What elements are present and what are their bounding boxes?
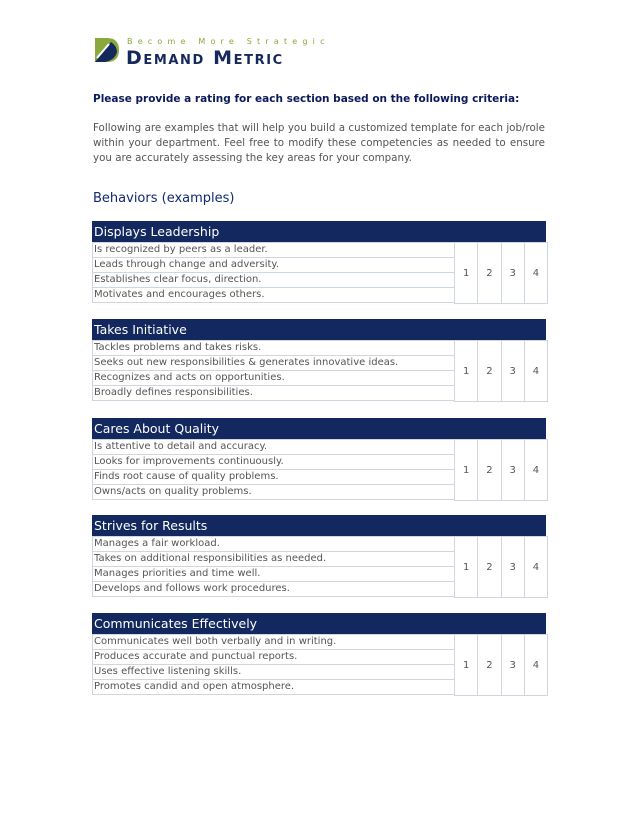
- rating-option[interactable]: 4: [524, 537, 547, 597]
- rating-option[interactable]: 1: [462, 464, 470, 476]
- criteria-item: Finds root cause of quality problems.: [92, 470, 454, 485]
- logo-tagline: Become More Strategic: [127, 37, 330, 46]
- criteria-item: Manages priorities and time well.: [92, 567, 454, 582]
- competency-body: [92, 340, 546, 401]
- competency-body: [92, 439, 546, 500]
- rating-option[interactable]: 3: [501, 243, 524, 303]
- competency-title: Communicates Effectively: [92, 613, 546, 634]
- competency-title: Takes Initiative: [92, 319, 546, 340]
- criteria-item: Motivates and encourages others.: [92, 288, 454, 303]
- competency-title: Cares About Quality: [92, 418, 546, 439]
- rating-option[interactable]: 2: [477, 635, 500, 695]
- competency-title: Strives for Results: [92, 515, 546, 536]
- competency-block: [92, 221, 546, 303]
- rating-option[interactable]: 3: [501, 341, 524, 401]
- rating-scale: [454, 340, 548, 402]
- rating-option[interactable]: 1: [462, 659, 470, 671]
- criteria-list: [92, 439, 454, 500]
- rating-option[interactable]: 2: [477, 341, 500, 401]
- criteria-item: Takes on additional responsibilities as needed.: [92, 552, 454, 567]
- competency-body: [92, 536, 546, 597]
- rating-option[interactable]: 2: [477, 537, 500, 597]
- rating-option[interactable]: 1: [462, 365, 470, 377]
- criteria-item: Is attentive to detail and accuracy.: [92, 439, 454, 455]
- rating-option[interactable]: 4: [524, 635, 547, 695]
- logo-brand: Demand Metric: [126, 47, 284, 69]
- criteria-item: Seeks out new responsibilities & generates innovative ideas.: [92, 356, 454, 371]
- competency-body: [92, 634, 546, 695]
- rating-option[interactable]: 4: [524, 243, 547, 303]
- rating-scale: [454, 634, 548, 696]
- criteria-item: Develops and follows work procedures.: [92, 582, 454, 597]
- competency-block: [92, 515, 546, 597]
- page-heading: Please provide a rating for each section based on the following criteria:: [93, 93, 520, 105]
- rating-option[interactable]: 1: [462, 267, 470, 279]
- criteria-list: [92, 242, 454, 303]
- rating-option[interactable]: 3: [501, 635, 524, 695]
- criteria-item: Communicates well both verbally and in writing.: [92, 634, 454, 650]
- section-title: Behaviors (examples): [93, 191, 235, 206]
- criteria-item: Recognizes and acts on opportunities.: [92, 371, 454, 386]
- criteria-list: [92, 340, 454, 401]
- criteria-list: [92, 536, 454, 597]
- criteria-item: Owns/acts on quality problems.: [92, 485, 454, 500]
- competency-title: Displays Leadership: [92, 221, 546, 242]
- rating-option[interactable]: 4: [524, 341, 547, 401]
- criteria-item: Tackles problems and takes risks.: [92, 340, 454, 356]
- rating-scale: [454, 439, 548, 501]
- criteria-item: Establishes clear focus, direction.: [92, 273, 454, 288]
- criteria-item: Promotes candid and open atmosphere.: [92, 680, 454, 695]
- criteria-list: [92, 634, 454, 695]
- rating-option[interactable]: 1: [462, 561, 470, 573]
- competency-block: [92, 319, 546, 401]
- demand-metric-logo-icon: [93, 36, 121, 64]
- competency-body: [92, 242, 546, 303]
- competency-block: [92, 418, 546, 500]
- criteria-item: Broadly defines responsibilities.: [92, 386, 454, 401]
- criteria-item: Manages a fair workload.: [92, 536, 454, 552]
- criteria-item: Leads through change and adversity.: [92, 258, 454, 273]
- rating-option[interactable]: 2: [477, 243, 500, 303]
- criteria-item: Produces accurate and punctual reports.: [92, 650, 454, 665]
- rating-option[interactable]: 4: [524, 440, 547, 500]
- intro-paragraph: Following are examples that will help you build a customized template for each job/role within your department. Feel free to modify these competencies as needed to ensure you are accurately assessing the key areas for your company.: [93, 122, 545, 164]
- rating-option[interactable]: 2: [477, 440, 500, 500]
- rating-option[interactable]: 3: [501, 440, 524, 500]
- criteria-item: Looks for improvements continuously.: [92, 455, 454, 470]
- rating-scale: [454, 536, 548, 598]
- rating-scale: [454, 242, 548, 304]
- criteria-item: Is recognized by peers as a leader.: [92, 242, 454, 258]
- criteria-item: Uses effective listening skills.: [92, 665, 454, 680]
- competency-block: [92, 613, 546, 695]
- rating-option[interactable]: 3: [501, 537, 524, 597]
